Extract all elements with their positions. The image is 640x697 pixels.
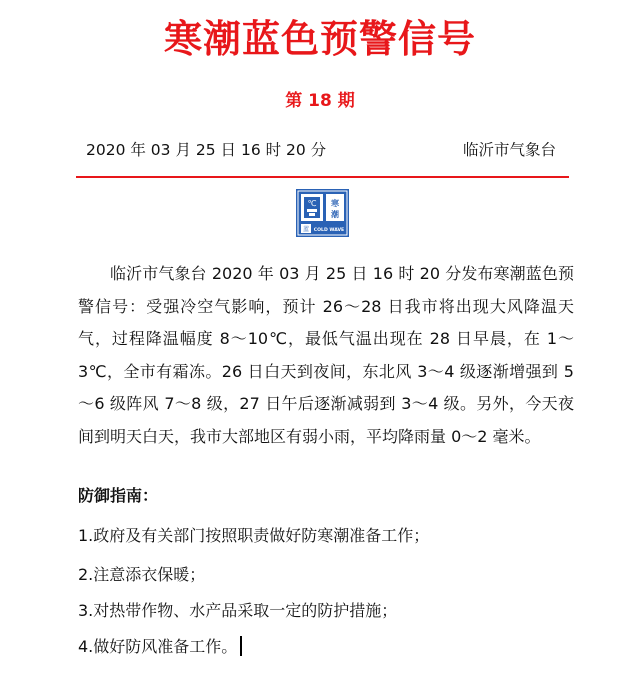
issue-number: 第 18 期 [285,91,355,111]
guideline-item-text: 4.做好防风准备工作。 [78,637,238,656]
svg-text:潮: 潮 [331,210,339,219]
guideline-item-last[interactable] [78,634,242,657]
level-label: 蓝 [302,226,310,233]
cold-wave-blue-icon [296,189,349,237]
cold-wave-icon-graphic [296,189,349,237]
guidelines-title: 防御指南： [78,486,159,505]
warning-title: 寒潮蓝色预警信号 [163,17,476,61]
header-divider [76,176,569,178]
issue-date: 2020 年 03 月 25 日 16 时 20 分 [86,141,327,159]
guideline-item: 3.对热带作物、水产品采取一定的防护措施； [78,601,398,620]
temp-symbol: ℃ [307,199,317,208]
guideline-item: 2.注意添衣保暖； [78,565,206,584]
cold-wave-en-label: COLD WAVE [313,228,345,233]
guideline-item: 1.政府及有关部门按照职责做好防寒潮准备工作； [78,526,430,545]
svg-text:寒: 寒 [331,199,339,208]
issuer-name: 临沂市气象台 [462,141,556,159]
text-cursor [240,636,242,656]
warning-paragraph: 临沂市气象台 2020 年 03 月 25 日 16 时 20 分发布寒潮蓝色预警信号：受强冷空气影响，预计 26～28 日我市将出现大风降温天气，过程降温幅度 8～10℃，最低气温出现在 28 日早晨，在 1～3℃，全市有霜冻。26 日白天到夜间，东北风 3～4 级逐渐增强到 5～6 级阵风 7～8 级，27 日午后逐渐减弱到 3～4 级。另外，今天夜间到明天白天，我市大部地区有弱小雨，平均降雨量 0～2 毫米。 [78,264,574,446]
